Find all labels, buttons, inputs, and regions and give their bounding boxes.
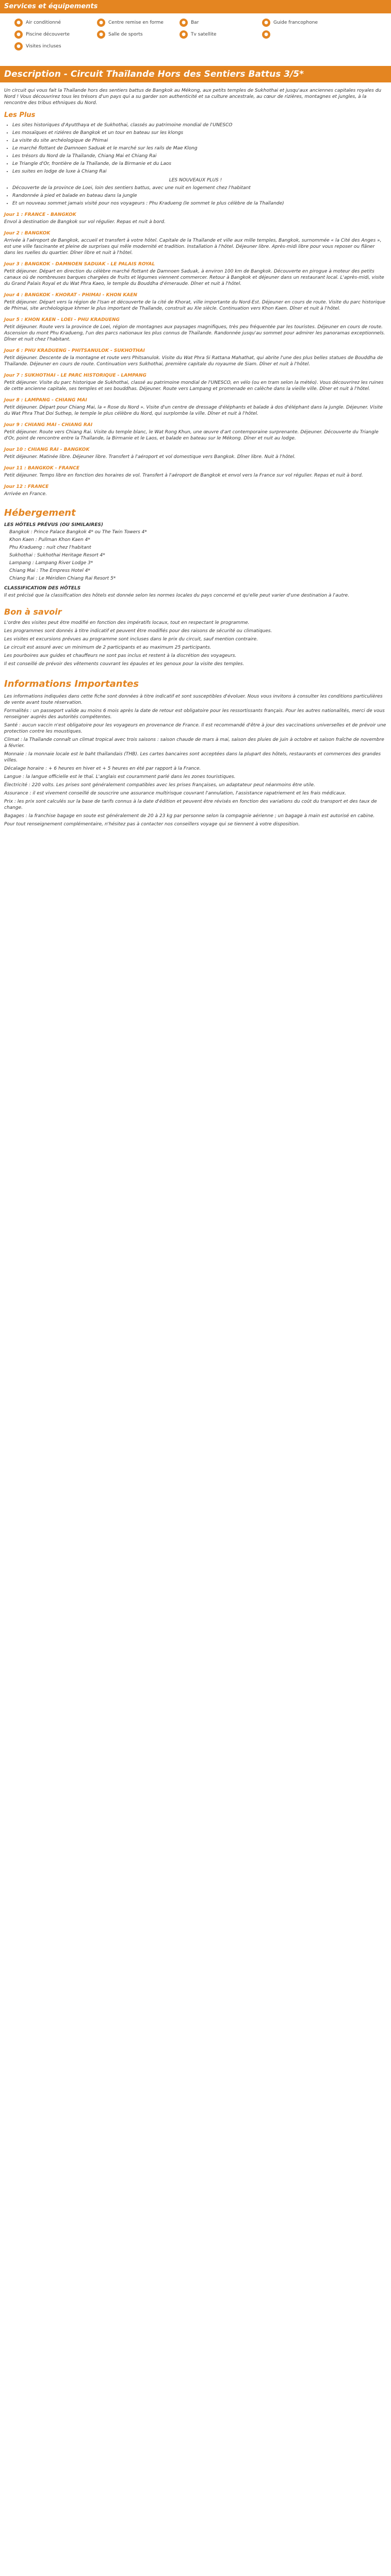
hotel-item: Khon Kaen : Pullman Khon Kaen 4*	[9, 537, 90, 543]
good-item: Les pourboires aux guides et chauffeurs ne sont pas inclus et restent à la discrétion des voyageurs.	[4, 653, 237, 658]
good-item: Les programmes sont donnés à titre indicatif et peuvent être modifiés pour des raisons de sécurité ou climatiques.	[4, 629, 272, 634]
important-item: Assurance : il est vivement conseillé de souscrire une assurance multirisque couvrant l'annulation, l'assistance rapatriement et les frais médicaux.	[4, 791, 347, 796]
itinerary	[4, 212, 387, 497]
day-heading: Jour 8 : LAMPANG - CHIANG MAI	[4, 398, 87, 403]
day-text: Petit déjeuner. Route vers Chiang Rai. Visite du temple blanc, le Wat Rong Khun, une œuvre d'art contemporaine surprenante. Déjeuner. Découverte du Triangle d'Or, point de rencontre entre la Thaïlande, la Birmanie et le Laos, et balade en bateau sur le Mékong. Dîner et nuit au lodge.	[4, 430, 379, 441]
day-text: Petit déjeuner. Matinée libre. Déjeuner libre. Transfert à l'aéroport et vol domestique vers Bangkok. Dîner libre. Nuit à l'hôtel.	[4, 454, 296, 460]
service-label: Visites incluses	[26, 44, 61, 49]
hotel-item: Chiang Rai : Le Méridien Chiang Rai Resort 5*	[9, 576, 116, 581]
service-label: Salle de sports	[108, 32, 143, 37]
service-item	[262, 30, 345, 39]
service-label: Centre remise en forme	[108, 20, 164, 25]
plus-item: • Le Triangle d'Or, frontière de la Thaïlande, de la Birmanie et du Laos	[12, 161, 387, 167]
important-item: Monnaie : la monnaie locale est le baht thaïlandais (THB). Les cartes bancaires sont acceptées dans la plupart des hôtels, restaurants et commerces des grandes villes.	[4, 752, 381, 763]
guide-icon: ●	[262, 19, 270, 27]
plus-item: • La visite du site archéologique de Phimai	[12, 138, 387, 144]
important-item: Les informations indiquées dans cette fiche sont données à titre indicatif et sont susceptibles d'évoluer. Nous vous invitons à consulter les conditions particulières de vente avant toute réservation.	[4, 694, 383, 705]
hotels-list	[4, 529, 387, 582]
important-item: Santé : aucun vaccin n'est obligatoire pour les voyageurs en provenance de France. Il est recommandé d'être à jour des vaccinations universelles et de prévoir une protection contre les moustiques.	[4, 723, 386, 734]
main-content	[0, 82, 391, 837]
day-text: Petit déjeuner. Route vers la province de Loei, région de montagnes aux paysages magnifiques, très peu fréquentée par les touristes. Déjeuner en cours de route. Ascension du mont Phu Kradueng, l'un des parcs nationaux les plus connus de Thaïlande. Randonnée jusqu'au sommet pour admirer les panoramas exceptionnels. Dîner et nuit chez l'habitant.	[4, 325, 385, 342]
service-label: Bar	[191, 20, 199, 25]
visit-icon: ●	[14, 42, 23, 50]
good-item: Les visites et excursions prévues au programme sont incluses dans le prix du circuit, sauf mention contraire.	[4, 637, 258, 642]
day-heading: Jour 4 : BANGKOK - KHORAT - PHIMAI - KHON KAEN	[4, 293, 137, 298]
day-heading: Jour 12 : FRANCE	[4, 484, 49, 489]
plus-item: • Les mosaïques et riziéres de Bangkok et un tour en bateau sur les klongs	[12, 130, 387, 136]
day-heading: Jour 3 : BANGKOK - DAMNOEN SADUAK - LE PALAIS ROYAL	[4, 262, 155, 267]
day-heading: Jour 1 : FRANCE - BANGKOK	[4, 212, 76, 217]
sport-icon: ●	[97, 30, 105, 39]
day-heading: Jour 2 : BANGKOK	[4, 231, 51, 236]
day-heading: Jour 5 : KHON KAEN - LOEI - PHU KRADUENG	[4, 317, 120, 323]
day-text: Petit déjeuner. Départ en direction du célèbre marché flottant de Damnoen Saduak, à environ 100 km de Bangkok. Découverte en pirogue à moteur des petits canaux où de nombreuses barques chargées de fruits et légumes viennent commercer. Retour à Bangkok et déjeuner dans un restaurant local. L'après-midi, visite du Grand Palais Royal et du Wat Phra Kaeo, le temple du Bouddha d'émeraude. Dîner et nuit à l'hôtel.	[4, 269, 384, 286]
good-title: Bon à savoir	[4, 607, 62, 617]
important-item: Bagages : la franchise bagage en soute est généralement de 20 à 23 kg par personne selon la compagnie aérienne ; un bagage à main est autorisé en cabine.	[4, 814, 375, 819]
day-heading: Jour 7 : SUKHOTHAI - LE PARC HISTORIQUE - LAMPANG	[4, 373, 146, 378]
fitness-icon: ●	[97, 19, 105, 27]
hotel-item: Chiang Mai : The Empress Hotel 4*	[9, 568, 90, 573]
nouveaux-item: • Découverte de la province de Loei, loin des sentiers battus, avec une nuit en logement chez l'habitant	[12, 185, 387, 191]
plus-list	[4, 122, 387, 175]
service-item	[14, 19, 97, 27]
day-heading: Jour 10 : CHIANG RAI - BANGKOK	[4, 447, 90, 452]
service-item	[97, 19, 180, 27]
service-label: Air conditionné	[26, 20, 61, 25]
description-header: Description - Circuit Thaïlande Hors des Sentiers Battus 3/5*	[0, 66, 391, 82]
good-item: Le circuit est assuré avec un minimum de 2 participants et au maximum 25 participants.	[4, 645, 211, 650]
nouveaux-list	[4, 185, 387, 207]
plus-item: • Les suites en lodge de luxe à Chiang Rai	[12, 168, 387, 175]
pool-icon: ●	[14, 30, 23, 39]
plus-item: • Les trésors du Nord de la Thaïlande, Chiang Mai et Chiang Rai	[12, 153, 387, 159]
hotel-item: Bangkok : Prince Palace Bangkok 4* ou The Twin Towers 4*	[9, 530, 147, 535]
service-item	[14, 42, 97, 50]
day-heading: Jour 9 : CHIANG MAI - CHIANG RAI	[4, 422, 93, 428]
important-item: Formalités : un passeport valide au moins 6 mois après la date de retour est obligatoire pour les ressortissants français. Pour les autres nationalités, merci de vous renseigner auprès des autorités compétentes.	[4, 708, 385, 720]
page	[0, 0, 391, 837]
services-header: Services et équipements	[0, 0, 391, 13]
day-text: Petit déjeuner. Départ vers la région de l'Isan et découverte de la cité de Khorat, ville importante du Nord-Est. Déjeuner en cours de route. Visite du parc historique de Phimai, site archéologique khmer le plus important de Thaïlande, construit au XIe siècle. Continuation vers Khon Kaen. Dîner et nuit à l'hôtel.	[4, 300, 385, 311]
class-title: CLASSIFICATION DES HÔTELS	[4, 586, 81, 591]
good-item: Il est conseillé de prévoir des vêtements couvrant les épaules et les genoux pour la visite des temples.	[4, 662, 245, 667]
nouveaux-item: • Randonnée à pied et balade en bateau dans la jungle	[12, 193, 387, 199]
bike-icon: ●	[262, 30, 270, 39]
hotel-item: Phu Kradueng : nuit chez l'habitant	[9, 545, 91, 550]
hotel-item: Lampang : Lampang River Lodge 3*	[9, 561, 93, 566]
day-text: Arrivée en France.	[4, 492, 47, 497]
important-title: Informations Importantes	[4, 679, 139, 689]
good-item: L'ordre des visites peut être modifié en fonction des impératifs locaux, tout en respectant le programme.	[4, 620, 250, 625]
service-item	[14, 30, 97, 39]
transfer-icon: ●	[180, 30, 188, 39]
day-text: Petit déjeuner. Visite du parc historique de Sukhothai, classé au patrimoine mondial de l'UNESCO, en vélo (ou en tram selon la météo). Vous découvrirez les ruines de cette ancienne capitale, ses temples et ses bouddhas. Déjeuner. Route vers Lampang et promenade en calèche dans la vieille ville. Dîner et nuit à l'hôtel.	[4, 380, 384, 392]
hotel-item: Sukhothai : Sukhothai Heritage Resort 4*	[9, 553, 105, 558]
plus-item: • Les sites historiques d'Ayutthaya et de Sukhothai, classés au patrimoine mondial de l'UNESCO	[12, 122, 387, 128]
restaurant-icon: ●	[180, 19, 188, 27]
day-text: Envol à destination de Bangkok sur vol régulier. Repas et nuit à bord.	[4, 219, 166, 225]
services-grid	[0, 13, 391, 57]
service-label: Guide francophone	[273, 20, 318, 25]
day-heading: Jour 11 : BANGKOK - FRANCE	[4, 466, 79, 471]
important-item: Prix : les prix sont calculés sur la base de tarifs connus à la date d'édition et peuvent être révisés en fonction des variations du coût du transport et des taux de change.	[4, 799, 377, 810]
important-item: Pour tout renseignement complémentaire, n'hésitez pas à contacter nos conseillers voyage qui se tiennent à votre disposition.	[4, 822, 300, 827]
important-item: Électricité : 220 volts. Les prises sont généralement compatibles avec les prises françaises, un adaptateur peut néanmoins être utile.	[4, 783, 315, 788]
service-item	[262, 19, 345, 27]
footer-space	[4, 829, 387, 837]
plus-title: Les Plus	[4, 111, 36, 119]
day-text: Petit déjeuner. Temps libre en fonction des horaires de vol. Transfert à l'aéroport de Bangkok et envol vers la France sur vol régulier. Repas et nuit à bord.	[4, 473, 363, 478]
plus-item: • Le marché flottant de Damnoen Saduak et le marché sur les rails de Mae Klong	[12, 145, 387, 151]
day-text: Petit déjeuner. Départ pour Chiang Mai, la « Rose du Nord ». Visite d'un centre de dressage d'éléphants et balade à dos d'éléphant dans la jungle. Déjeuner. Visite du Wat Phra That Doi Suthep, le temple le plus célèbre du Nord, qui surplombe la ville. Dîner et nuit à l'hôtel.	[4, 405, 383, 416]
good-list	[4, 620, 387, 667]
wifi-icon: ●	[14, 19, 23, 27]
day-heading: Jour 6 : PHU KRADUENG - PHITSANULOK - SUKHOTHAI	[4, 348, 145, 353]
important-item: Climat : la Thaïlande connaît un climat tropical avec trois saisons : saison chaude de mars à mai, saison des pluies de juin à octobre et saison fraîche de novembre à février.	[4, 737, 384, 749]
service-item	[180, 30, 262, 39]
day-text: Arrivée à l'aéroport de Bangkok, accueil et transfert à votre hôtel. Capitale de la Thaïlande et ville aux mille temples, Bangkok, surnommée « la Cité des Anges », est une ville fascinante et pleine de surprises qui mêle modernité et tradition. Installation à l'hôtel. Déjeuner libre. Après-midi libre pour vous reposer ou flâner dans les ruelles du quartier. Dîner libre et nuit à l'hôtel.	[4, 238, 382, 256]
important-item: Décalage horaire : + 6 heures en hiver et + 5 heures en été par rapport à la France.	[4, 766, 201, 771]
nouveaux-item: • Et un nouveau sommet jamais visité pour nos voyageurs : Phu Kradueng (le sommet le plus célèbre de la Thaïlande)	[12, 200, 387, 207]
important-item: Langue : la langue officielle est le thaï. L'anglais est couramment parlé dans les zones touristiques.	[4, 774, 236, 779]
service-label: Piscine découverte	[26, 32, 70, 37]
service-item	[180, 19, 262, 27]
class-text: Il est précisé que la classification des hôtels est donnée selon les normes locales du pays concerné et qu'elle peut varier d'une destination à l'autre.	[4, 593, 350, 598]
service-item	[97, 30, 180, 39]
hotels-intro: LES HÔTELS PRÉVUS (OU SIMILAIRES)	[4, 522, 103, 528]
hotels-title: Hébergement	[4, 507, 76, 518]
nouveaux-title: LES NOUVEAUX PLUS !	[169, 178, 222, 183]
description-lead: Un circuit qui vous fait la Thaïlande hors des sentiers battus de Bangkok au Mékong, aux petits temples de Sukhothai et jusqu'aux anciennes capitales royales du Nord ! Vous découvrirez tous les trésors d'un pays qui a su garder son authenticité et sa culture ancestrale, au cœur de rizières, montagnes et jungles, à la rencontre des tribus ethniques du Nord.	[4, 88, 382, 106]
important-list	[4, 693, 387, 827]
day-text: Petit déjeuner. Descente de la montagne et route vers Phitsanulok. Visite du Wat Phra Si Rattana Mahathat, qui abrite l'une des plus belles statues de Bouddha de Thaïlande. Déjeuner en cours de route. Continuation vers Sukhothai, première capitale du royaume de Siam. Dîner et nuit à l'hôtel.	[4, 355, 383, 367]
service-label: Tv satellite	[191, 32, 217, 37]
